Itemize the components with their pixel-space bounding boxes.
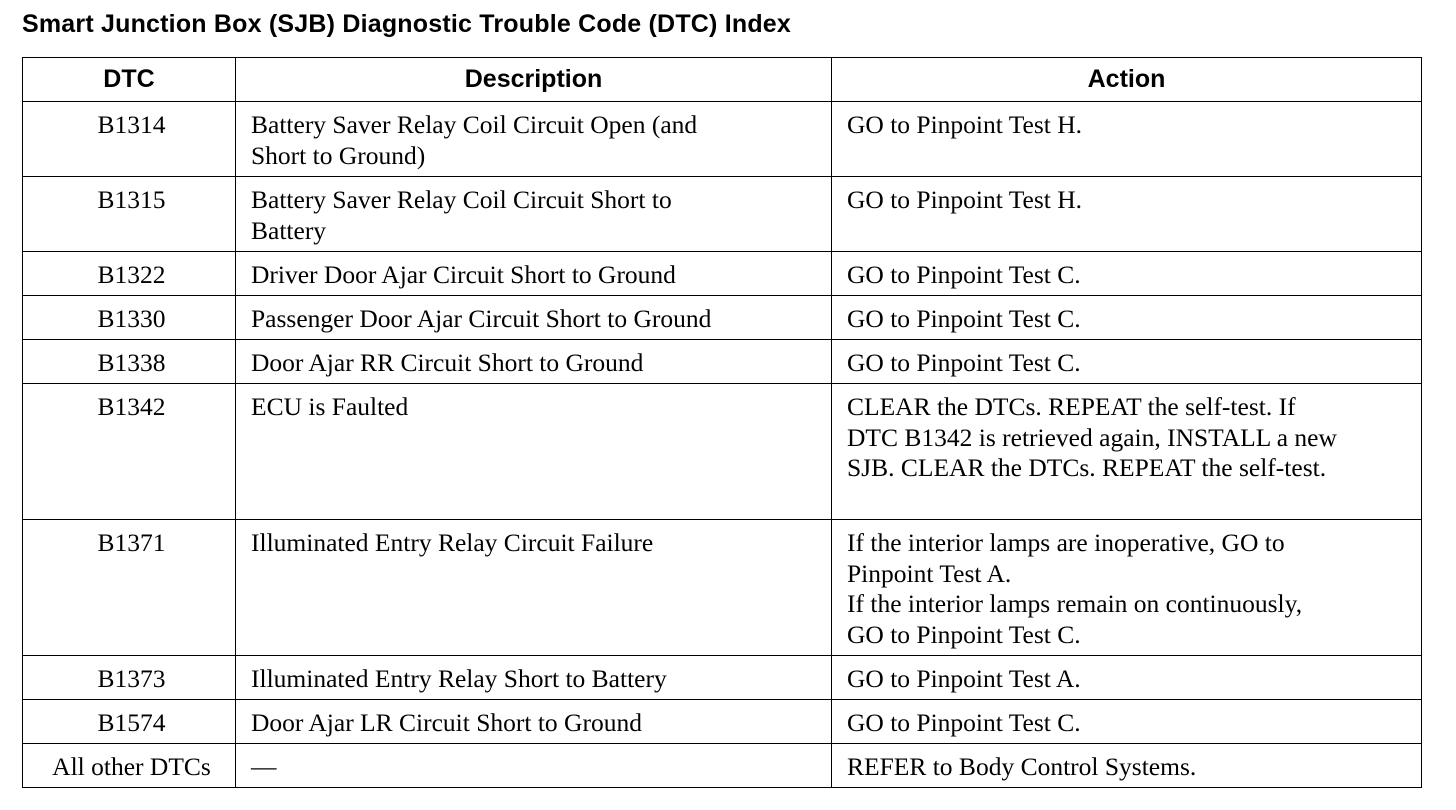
dtc-description: Door Ajar RR Circuit Short to Ground bbox=[236, 340, 832, 384]
dtc-description: Door Ajar LR Circuit Short to Ground bbox=[236, 700, 832, 744]
dtc-action: If the interior lamps are inoperative, GO to Pinpoint Test A. If the interior lamps remain on continuously, GO to Pinpoint Test C. bbox=[832, 520, 1422, 656]
dtc-description: Illuminated Entry Relay Short to Battery bbox=[236, 656, 832, 700]
dtc-action: GO to Pinpoint Test C. bbox=[832, 700, 1422, 744]
table-row bbox=[23, 340, 1422, 384]
dtc-code: B1338 bbox=[23, 340, 236, 384]
dtc-index-table bbox=[22, 57, 1422, 788]
dtc-code: B1330 bbox=[23, 296, 236, 340]
dtc-code: B1315 bbox=[23, 177, 236, 252]
table-row bbox=[23, 177, 1422, 252]
header-action: Action bbox=[832, 58, 1422, 102]
dtc-action: GO to Pinpoint Test H. bbox=[832, 102, 1422, 177]
table-row bbox=[23, 296, 1422, 340]
header-description: Description bbox=[236, 58, 832, 102]
table-row bbox=[23, 700, 1422, 744]
dtc-code: B1314 bbox=[23, 102, 236, 177]
table-row bbox=[23, 744, 1422, 788]
dtc-code: All other DTCs bbox=[23, 744, 236, 788]
table-row bbox=[23, 102, 1422, 177]
dtc-description: Illuminated Entry Relay Circuit Failure bbox=[236, 520, 832, 656]
dtc-code: B1574 bbox=[23, 700, 236, 744]
dtc-code: B1373 bbox=[23, 656, 236, 700]
dtc-action: GO to Pinpoint Test C. bbox=[832, 296, 1422, 340]
page-title: Smart Junction Box (SJB) Diagnostic Trouble Code (DTC) Index bbox=[22, 10, 792, 38]
table-row bbox=[23, 520, 1422, 656]
dtc-description: Battery Saver Relay Coil Circuit Open (and Short to Ground) bbox=[236, 102, 832, 177]
dtc-description: — bbox=[236, 744, 832, 788]
dtc-description: Passenger Door Ajar Circuit Short to Ground bbox=[236, 296, 832, 340]
dtc-code: B1322 bbox=[23, 252, 236, 296]
table-row bbox=[23, 384, 1422, 520]
dtc-code: B1342 bbox=[23, 384, 236, 520]
table-row bbox=[23, 252, 1422, 296]
table-header-row bbox=[23, 58, 1422, 102]
dtc-action: REFER to Body Control Systems. bbox=[832, 744, 1422, 788]
dtc-action: GO to Pinpoint Test C. bbox=[832, 340, 1422, 384]
dtc-description: Driver Door Ajar Circuit Short to Ground bbox=[236, 252, 832, 296]
dtc-action: CLEAR the DTCs. REPEAT the self-test. If DTC B1342 is retrieved again, INSTALL a new SJB. CLEAR the DTCs. REPEAT the self-test. bbox=[832, 384, 1422, 520]
header-dtc: DTC bbox=[23, 58, 236, 102]
table-row bbox=[23, 656, 1422, 700]
dtc-action: GO to Pinpoint Test C. bbox=[832, 252, 1422, 296]
dtc-action: GO to Pinpoint Test A. bbox=[832, 656, 1422, 700]
dtc-action: GO to Pinpoint Test H. bbox=[832, 177, 1422, 252]
dtc-description: Battery Saver Relay Coil Circuit Short to Battery bbox=[236, 177, 832, 252]
dtc-description: ECU is Faulted bbox=[236, 384, 832, 520]
dtc-code: B1371 bbox=[23, 520, 236, 656]
